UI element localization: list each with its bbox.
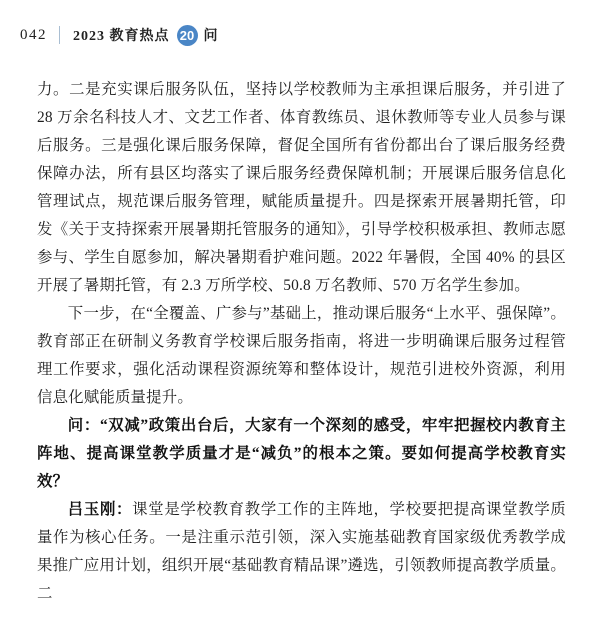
paragraph-continuation: 力。二是充实课后服务队伍，坚持以学校教师为主承担课后服务，并引进了 28 万余名科技人才、文艺工作者、体育教练员、退休教师等专业人员参与课后服务。三是强化课后服务保障，督促全国所有省份都出台了课后服务经费保障办法，所有县区均落实了课后服务经费保障机制；开展课后服务信息化管理试点，规范课后服务管理，赋能质量提升。四是探索开展暑期托管，印发《关于支持探索开展暑期托管服务的通知》，引导学校积极承担、教师志愿参与、学生自愿参加，解决暑期看护难问题。2022 年暑假，全国 40% 的县区开展了暑期托管，有 2.3 万所学校、50.8 万名教师、570 万名学生参加。: [37, 81, 566, 294]
header-divider: [59, 26, 60, 44]
header-title: 2023 教育热点: [73, 29, 170, 44]
header-title-suffix: 问: [203, 29, 218, 44]
paragraph-next-step: 下一步，在“全覆盖、广参与”基础上，推动课后服务“上水平、强保障”。教育部正在研制义务教育学校课后服务指南，将进一步明确课后服务过程管理工作要求，强化活动课程资源统筹和整体设计，规范引进校外资源，利用信息化赋能质量提升。: [37, 305, 566, 406]
page-body: [37, 76, 566, 608]
question-label: 问：: [67, 417, 100, 434]
answer-paragraph: [37, 496, 566, 608]
header-badge-circle: 20: [177, 25, 198, 46]
page-header: [20, 23, 218, 47]
answer-speaker-name: 吕玉刚：: [67, 501, 133, 518]
question-paragraph: [37, 412, 566, 496]
answer-text: 课堂是学校教育教学工作的主阵地，学校要把提高课堂教学质量作为核心任务。一是注重示范引领，深入实施基础教育国家级优秀教学成果推广应用计划，组织开展“基础教育精品课”遴选，引领教师提高教学质量。二: [37, 501, 566, 602]
question-text: “双减”政策出台后，大家有一个深刻的感受，牢牢把握校内教育主阵地、提高课堂教学质量才是“减负”的根本之策。要如何提高学校教育实效？: [37, 417, 566, 490]
page-number: 042: [20, 26, 47, 43]
